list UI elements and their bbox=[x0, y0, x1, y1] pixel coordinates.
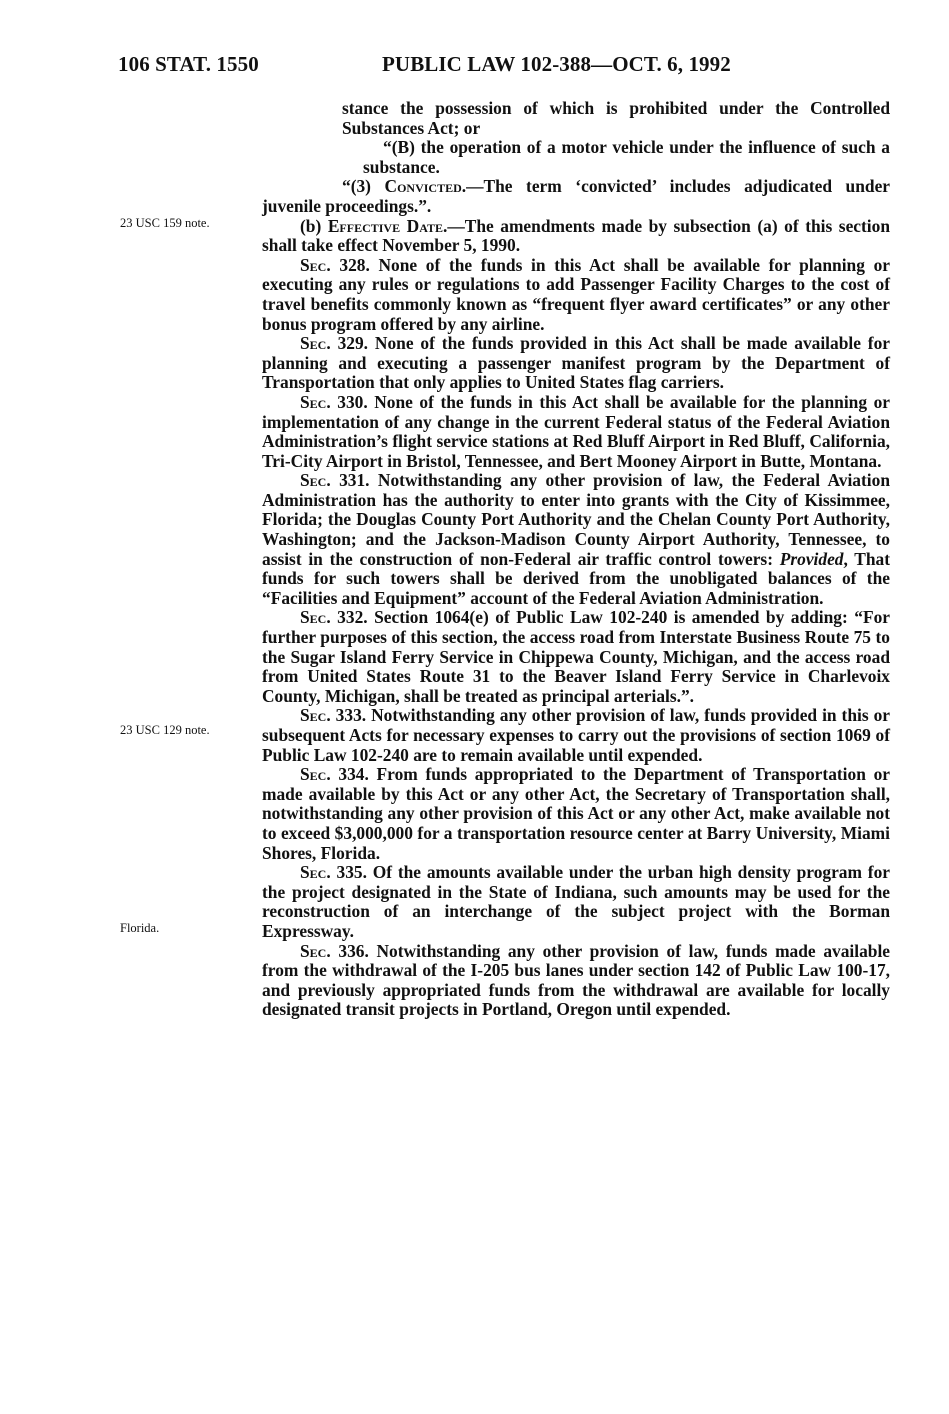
section-333: Sec. 333. Notwithstanding any other provision of law, funds provided in this or subsequent Acts for necessary expenses to carry out the provisions of section 1069 of Public Law 102-240 are to remain available until expended. bbox=[262, 705, 890, 765]
body-text bbox=[262, 99, 890, 1020]
paragraph-3-convicted: “(3) Convicted.—The term ‘convicted’ includes adjudicated under juvenile proceedings.”. bbox=[262, 176, 891, 216]
section-329: Sec. 329. None of the funds provided in this Act shall be made available for planning and executing a passenger manifest program by the Department of Transportation that only applies to United States flag carriers. bbox=[262, 333, 890, 393]
section-332: Sec. 332. Section 1064(e) of Public Law 102-240 is amended by adding: “For further purposes of this section, the access road from Interstate Business Route 75 to the Sugar Island Ferry Service in Chippewa County, Michigan, and the access road from United States Route 31 to the Beaver Island Ferry Service in Charlevoix County, Michigan, shall be treated as principal arterials.”. bbox=[262, 607, 890, 706]
subparagraph-b: “(B) the operation of a motor vehicle under the influence of such a substance. bbox=[363, 137, 890, 177]
public-law-title: PUBLIC LAW 102-388—OCT. 6, 1992 bbox=[382, 52, 731, 76]
margin-note-23-usc-159: 23 USC 159 note. bbox=[120, 216, 210, 230]
margin-note-florida: Florida. bbox=[120, 921, 160, 935]
running-header bbox=[118, 52, 778, 84]
subsection-b-effective-date: (b) Effective Date.—The amendments made by subsection (a) of this section shall take effect November 5, 1990. bbox=[262, 215, 891, 256]
section-330: Sec. 330. None of the funds in this Act shall be available for the planning or implementation of any change in the current Federal status of the Federal Aviation Administration’s flight service stations at Red Bluff Airport in Red Bluff, California, Tri-City Airport in Bristol, Tennessee, and Bert Mooney Airport in Butte, Montana. bbox=[262, 391, 890, 471]
paragraph-continuation: stance the possession of which is prohibited under the Controlled Substances Act; or bbox=[342, 98, 890, 138]
section-336: Sec. 336. Notwithstanding any other provision of law, funds made available from the withdrawal of the I-205 bus lanes under section 142 of Public Law 100-17, and previously appropriated funds from the withdrawal are available for locally designated transit projects in Portland, Oregon until expended. bbox=[262, 940, 890, 1020]
stat-page-number: 106 STAT. 1550 bbox=[118, 52, 259, 76]
section-335: Sec. 335. Of the amounts available under the urban high density program for the project designated in the State of Indiana, such amounts may be used for the reconstruction of an interchange of the subject project with the Borman Expressway. bbox=[262, 862, 890, 941]
section-334: Sec. 334. From funds appropriated to the Department of Transportation or made available by this Act or any other Act, the Secretary of Transportation shall, notwithstanding any other provision of this Act or any other Act, make available not to exceed $3,000,000 for a transportation resource center at Barry University, Miami Shores, Florida. bbox=[262, 764, 890, 863]
section-328: Sec. 328. None of the funds in this Act shall be available for planning or executing any rules or regulations to add Passenger Facility Charges to the cost of travel benefits commonly known as “frequent flyer award certificates” or any other bonus program offered by any airline. bbox=[262, 254, 890, 334]
section-331: Sec. 331. Notwithstanding any other provision of law, the Federal Aviation Administration has the authority to enter into grants with the City of Kissimmee, Florida; the Douglas County Port Authority and the Chelan County Port Authority, Washington; and the Jackson-Madison County Airport Authority, Tennessee, to assist in the construction of non-Federal air traffic control towers: Provided, That funds for such towers shall be derived from the unobligated balances of the “Facilities and Equipment” account of the Federal Aviation Administration. bbox=[262, 470, 891, 608]
margin-note-23-usc-129: 23 USC 129 note. bbox=[120, 723, 210, 737]
